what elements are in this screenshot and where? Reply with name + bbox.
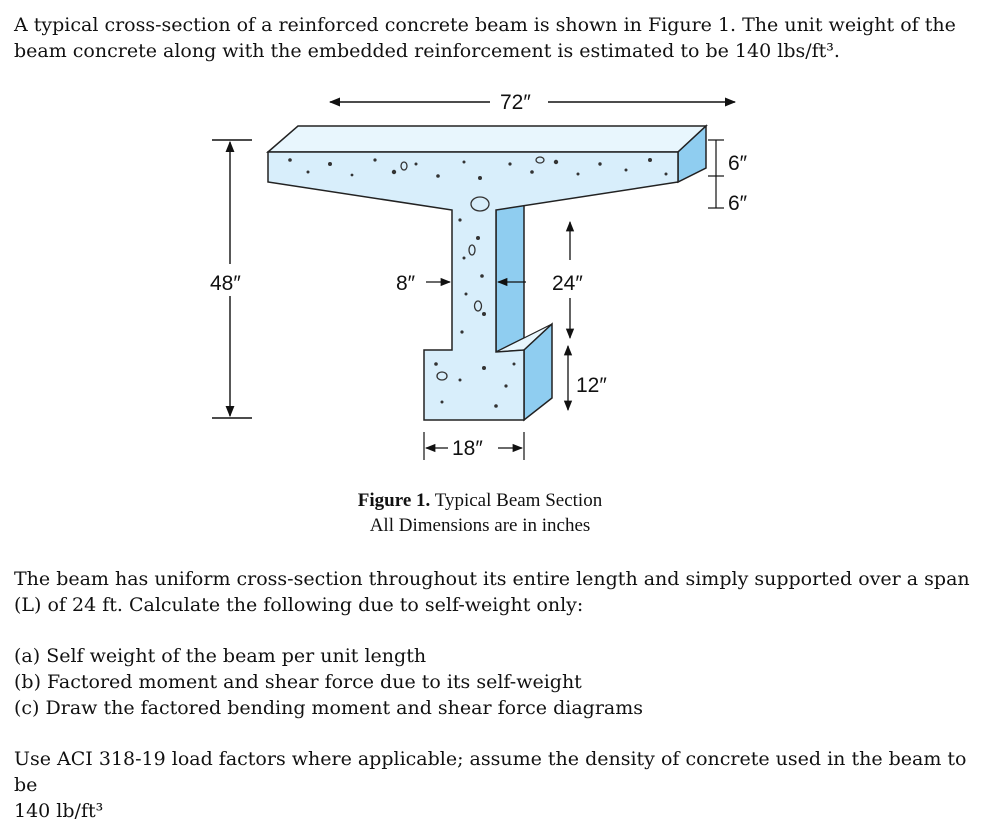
beam-section-figure	[180, 80, 820, 480]
dim-flange-slope-label: 6″	[728, 192, 748, 215]
dim-flange-top-label: 6″	[728, 152, 748, 175]
figure-caption-label: Figure 1.	[357, 490, 431, 511]
figure-caption	[300, 489, 660, 513]
figure-caption-title: Typical Beam Section	[430, 490, 603, 511]
section-front-face	[268, 152, 678, 420]
dim-web-width-label: 8″	[396, 272, 416, 295]
figure-caption-note: All Dimensions are in inches	[369, 515, 591, 536]
task-list	[14, 643, 974, 721]
intro-line-1: A typical cross-section of a reinforced concrete beam is shown in Figure 1. The unit weight of the	[14, 14, 956, 36]
task-item-c: (c) Draw the factored bending moment and shear force diagrams	[14, 697, 643, 719]
dim-total-height-label: 48″	[210, 272, 241, 295]
intro-line-2: beam concrete along with the embedded reinforcement is estimated to be 140 lbs/ft³.	[14, 40, 840, 62]
dim-width-label: 72″	[500, 91, 531, 114]
task-item-a: (a) Self weight of the beam per unit length	[14, 645, 427, 667]
dim-bulb-width-label: 18″	[452, 437, 483, 460]
intro-paragraph	[14, 12, 974, 64]
dim-web-height-label: 24″	[552, 272, 583, 295]
note-line-2: 140 lb/ft³	[14, 800, 104, 822]
problem-line-1: The beam has uniform cross-section throughout its entire length and simply supported over a span	[14, 568, 970, 590]
problem-line-2: (L) of 24 ft. Calculate the following due to self-weight only:	[14, 594, 584, 616]
flange-top-surface	[268, 126, 706, 152]
dim-bulb-height-label: 12″	[576, 374, 607, 397]
web-side-face	[496, 196, 524, 352]
note-line-1: Use ACI 318-19 load factors where applicable; assume the density of concrete used in the beam to be	[14, 748, 967, 796]
load-factor-note	[14, 746, 974, 824]
task-item-b: (b) Factored moment and shear force due to its self-weight	[14, 671, 582, 693]
problem-paragraph	[14, 566, 974, 618]
